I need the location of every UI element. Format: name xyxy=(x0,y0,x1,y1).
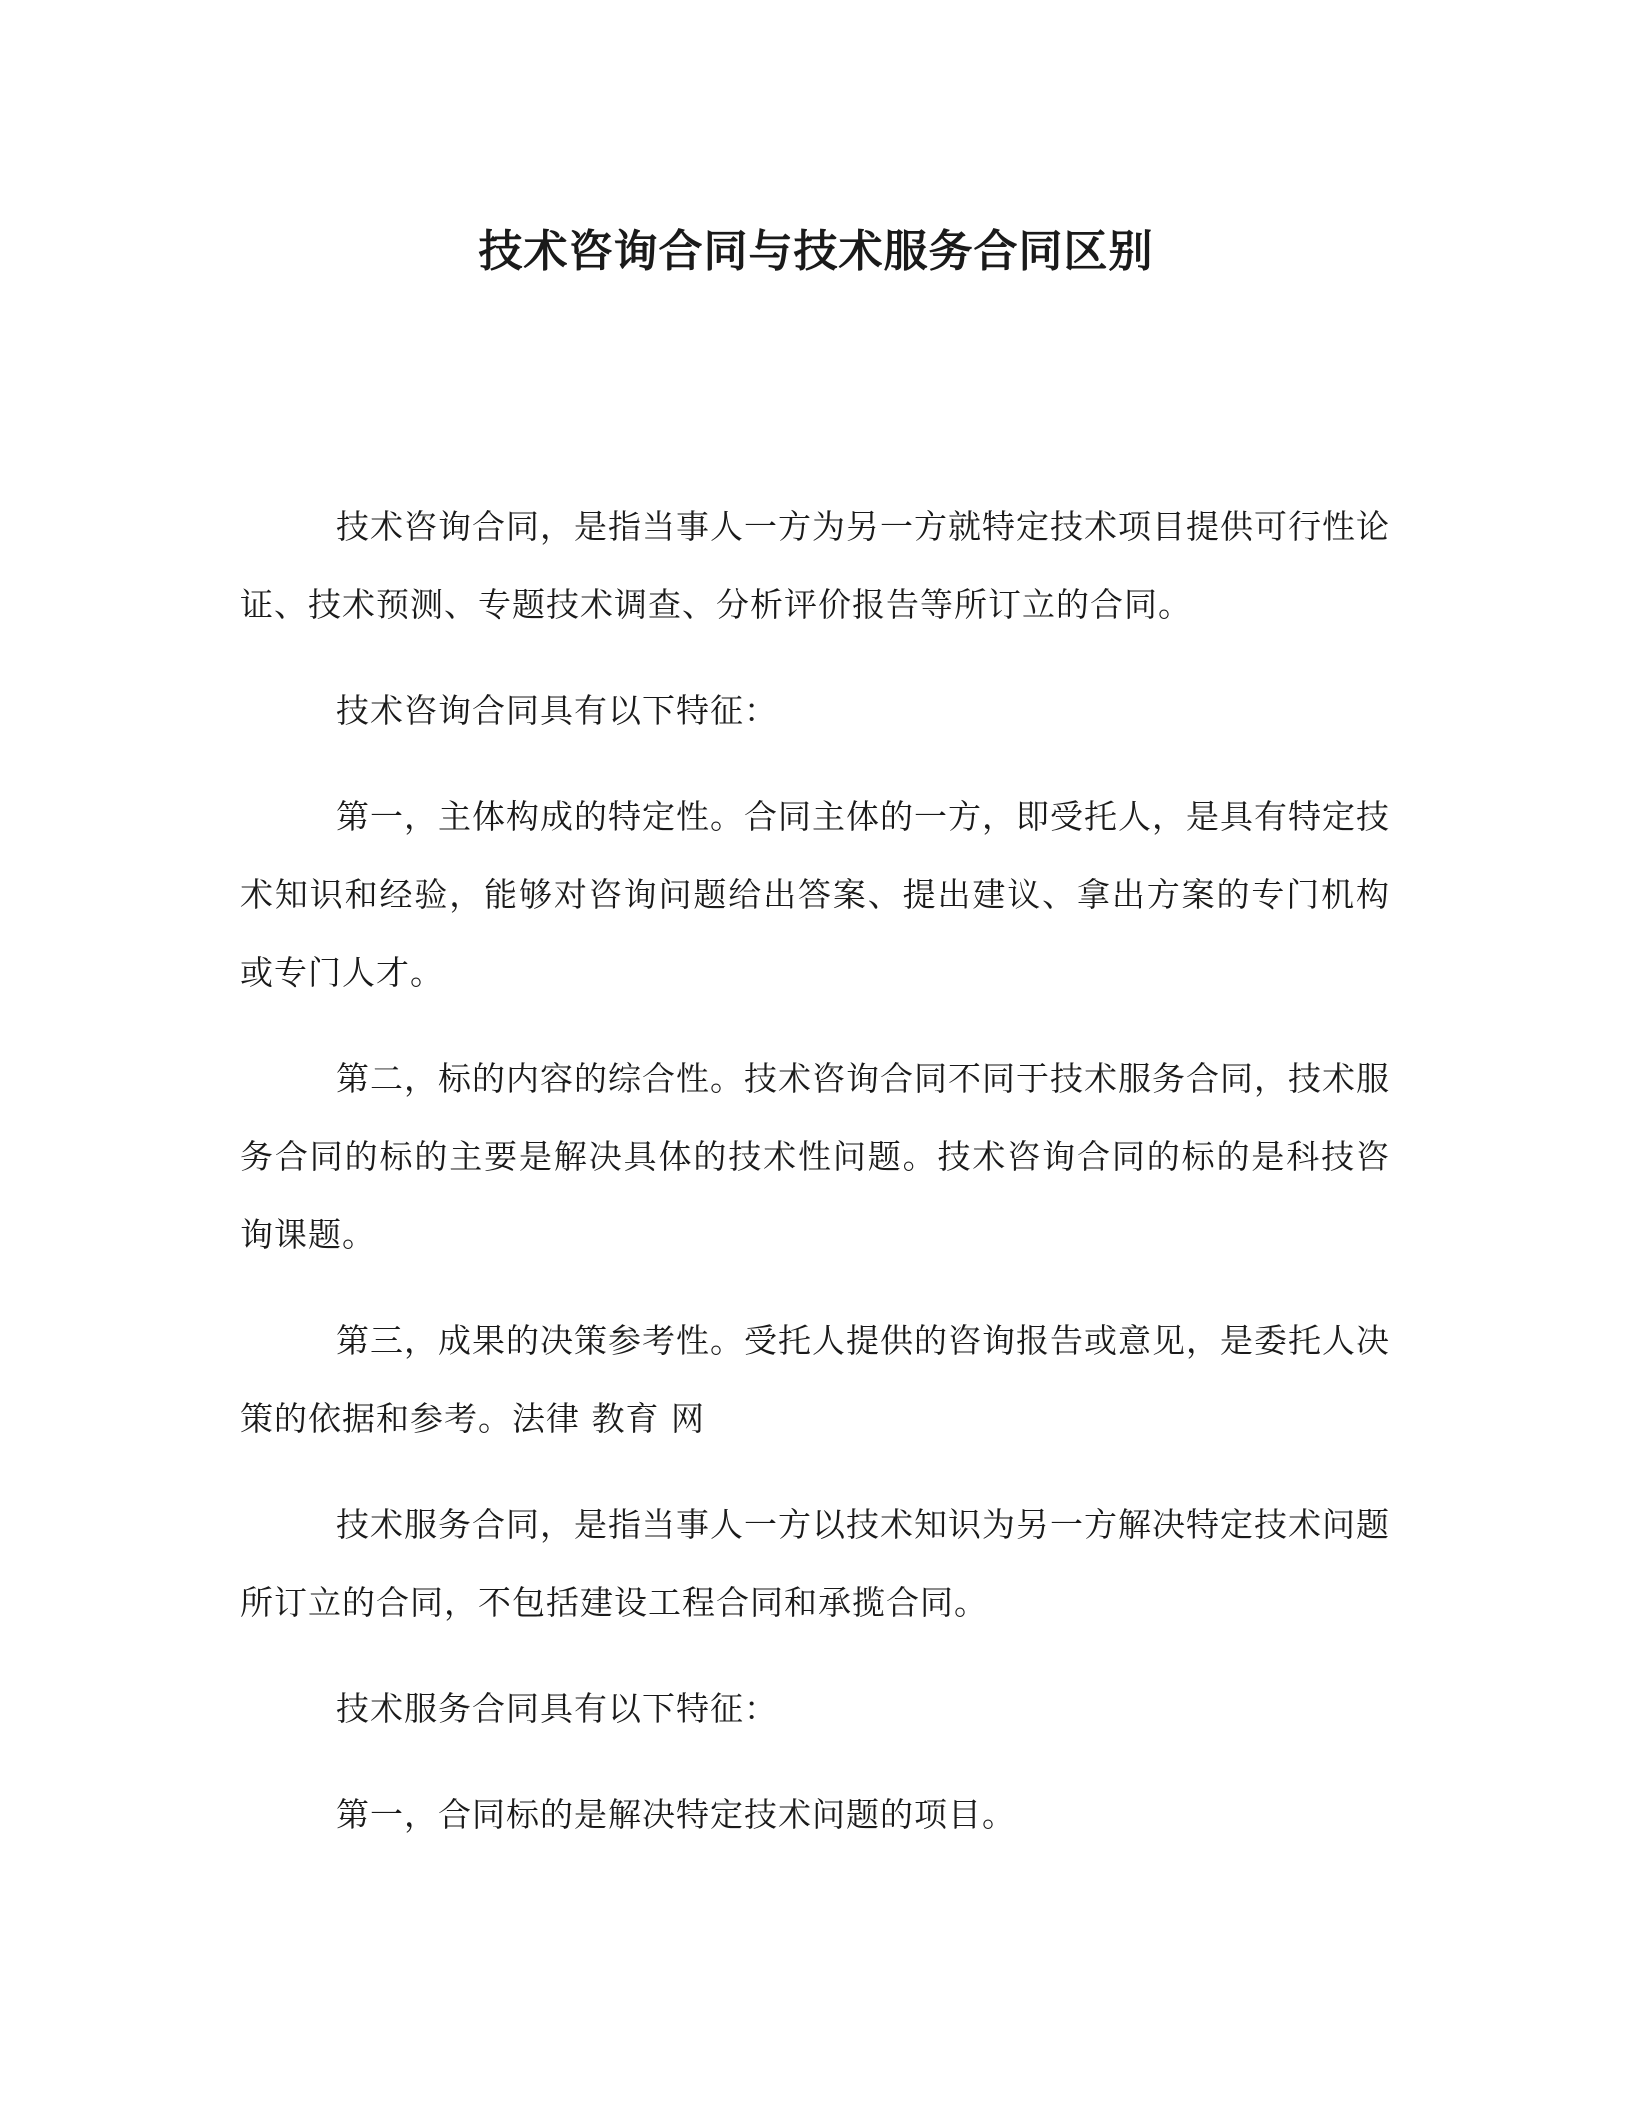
paragraph-consulting-features-intro: 技术咨询合同具有以下特征： xyxy=(336,691,778,730)
paragraph-consulting-feature-1: 第一，主体构成的特定性。合同主体的一方，即受托人，是具有特定技术知识和经验，能够对咨询问题给出答案、提出建议、拿出方案的专门机构或专门人才。 xyxy=(240,797,1390,992)
paragraph-consulting-feature-3: 第三，成果的决策参考性。受托人提供的咨询报告或意见，是委托人决策的依据和参考。法律 教育 网 xyxy=(240,1321,1390,1438)
paragraph-service-feature-1: 第一，合同标的是解决特定技术问题的项目。 xyxy=(336,1795,1016,1834)
document-title: 技术咨询合同与技术服务合同区别 xyxy=(478,226,1154,277)
paragraph-consulting-feature-2: 第二，标的内容的综合性。技术咨询合同不同于技术服务合同，技术服务合同的标的主要是解决具体的技术性问题。技术咨询合同的标的是科技咨询课题。 xyxy=(240,1059,1390,1254)
paragraph-definition-consulting: 技术咨询合同，是指当事人一方为另一方就特定技术项目提供可行性论证、技术预测、专题技术调查、分析评价报告等所订立的合同。 xyxy=(240,507,1390,624)
document-body xyxy=(240,488,1390,1882)
paragraph-service-features-intro: 技术服务合同具有以下特征： xyxy=(336,1689,778,1728)
paragraph-definition-service: 技术服务合同，是指当事人一方以技术知识为另一方解决特定技术问题所订立的合同，不包括建设工程合同和承揽合同。 xyxy=(240,1505,1390,1622)
